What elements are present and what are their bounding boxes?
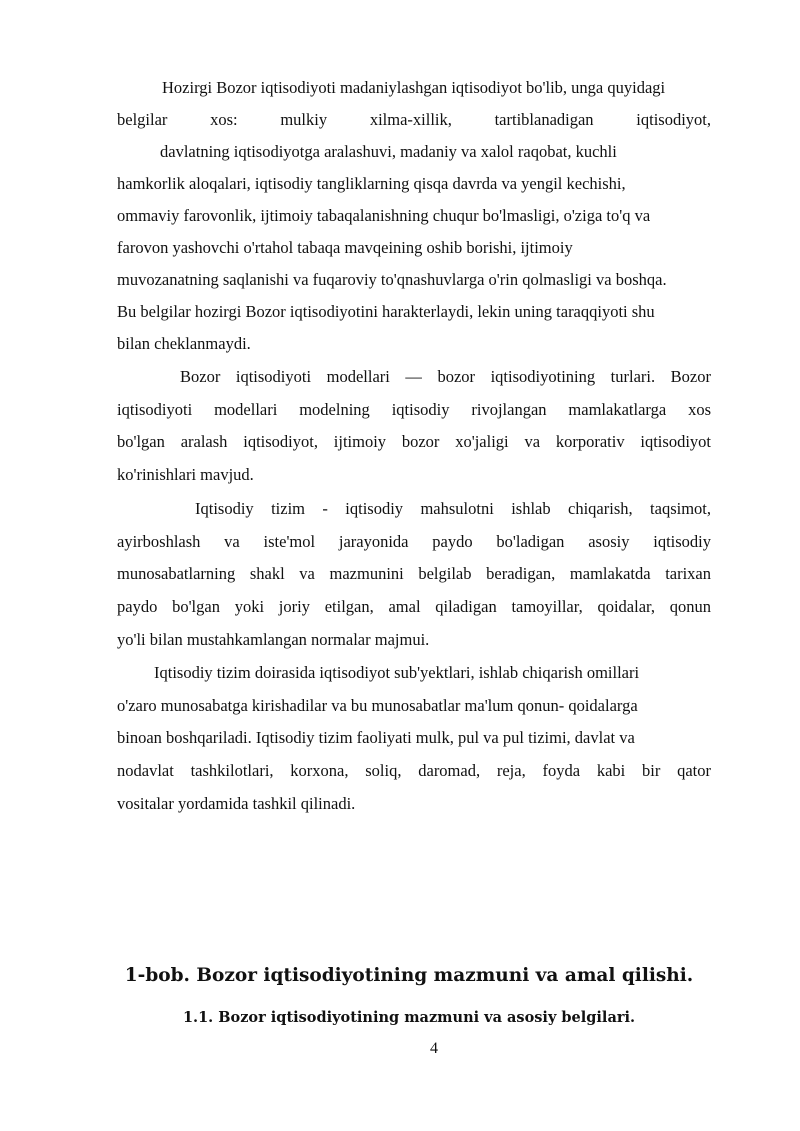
paragraph-line: hamkorlik aloqalari, iqtisodiy tangliklarning qisqa davrda va yengil kechishi, [117,174,626,193]
paragraph-line: Bu belgilar hozirgi Bozor iqtisodiyotini harakterlaydi, lekin uning taraqqiyoti shu [117,302,655,321]
paragraph-line: o'zaro munosabatga kirishadilar va bu munosabatlar ma'lum qonun- qoidalarga [117,696,638,715]
paragraph-line: bilan cheklanmaydi. [117,334,251,353]
paragraph-line: binoan boshqariladi. Iqtisodiy tizim faoliyati mulk, pul va pul tizimi, davlat va [117,728,635,747]
paragraph-line: ko'rinishlari mavjud. [117,465,254,484]
page-number: 4 [430,1040,438,1057]
paragraph-line: davlatning iqtisodiyotga aralashuvi, madaniy va xalol raqobat, kuchli [160,142,617,161]
paragraph-line: belgilar xos: mulkiy xilma-xillik, tartiblanadigan iqtisodiyot, [117,110,711,129]
paragraph-line: munosabatlarning shakl va mazmunini belgilab beradigan, mamlakatda tarixan [117,564,711,583]
paragraph-line: Iqtisodiy tizim - iqtisodiy mahsulotni ishlab chiqarish, taqsimot, [195,499,711,518]
paragraph-line: ayirboshlash va iste'mol jarayonida paydo bo'ladigan asosiy iqtisodiy [117,532,711,551]
chapter-title: 1-bob. Bozor iqtisodiyotining mazmuni va amal qilishi. [124,965,694,986]
paragraph-line: ommaviy farovonlik, ijtimoiy tabaqalanishning chuqur bo'lmasligi, o'ziga to'q va [117,206,651,225]
paragraph-line: muvozanatning saqlanishi va fuqaroviy to'qnashuvlarga o'rin qolmasligi va boshqa. [117,270,667,289]
paragraph-line: Iqtisodiy tizim doirasida iqtisodiyot sub'yektlari, ishlab chiqarish omillari [154,663,640,682]
paragraph-line: farovon yashovchi o'rtahol tabaqa mavqeining oshib borishi, ijtimoiy [117,238,573,257]
paragraph-line: iqtisodiyoti modellari modelning iqtisodiy rivojlangan mamlakatlarga xos [117,400,711,419]
section-title: 1.1. Bozor iqtisodiyotining mazmuni va asosiy belgilari. [182,1009,636,1026]
paragraph-line: vositalar yordamida tashkil qilinadi. [117,794,356,813]
paragraph-line: paydo bo'lgan yoki joriy etilgan, amal qiladigan tamoyillar, qoidalar, qonun [117,597,711,616]
paragraph-line: bo'lgan aralash iqtisodiyot, ijtimoiy bozor xo'jaligi va korporativ iqtisodiyot [117,432,711,451]
paragraph-line: nodavlat tashkilotlari, korxona, soliq, daromad, reja, foyda kabi bir qator [117,761,711,780]
paragraph-line: yo'li bilan mustahkamlangan normalar majmui. [117,630,430,649]
paragraph-line: Hozirgi Bozor iqtisodiyoti madaniylashgan iqtisodiyot bo'lib, unga quyidagi [162,78,666,97]
paragraph-line: Bozor iqtisodiyoti modellari — bozor iqtisodiyotining turlari. Bozor [180,367,711,386]
